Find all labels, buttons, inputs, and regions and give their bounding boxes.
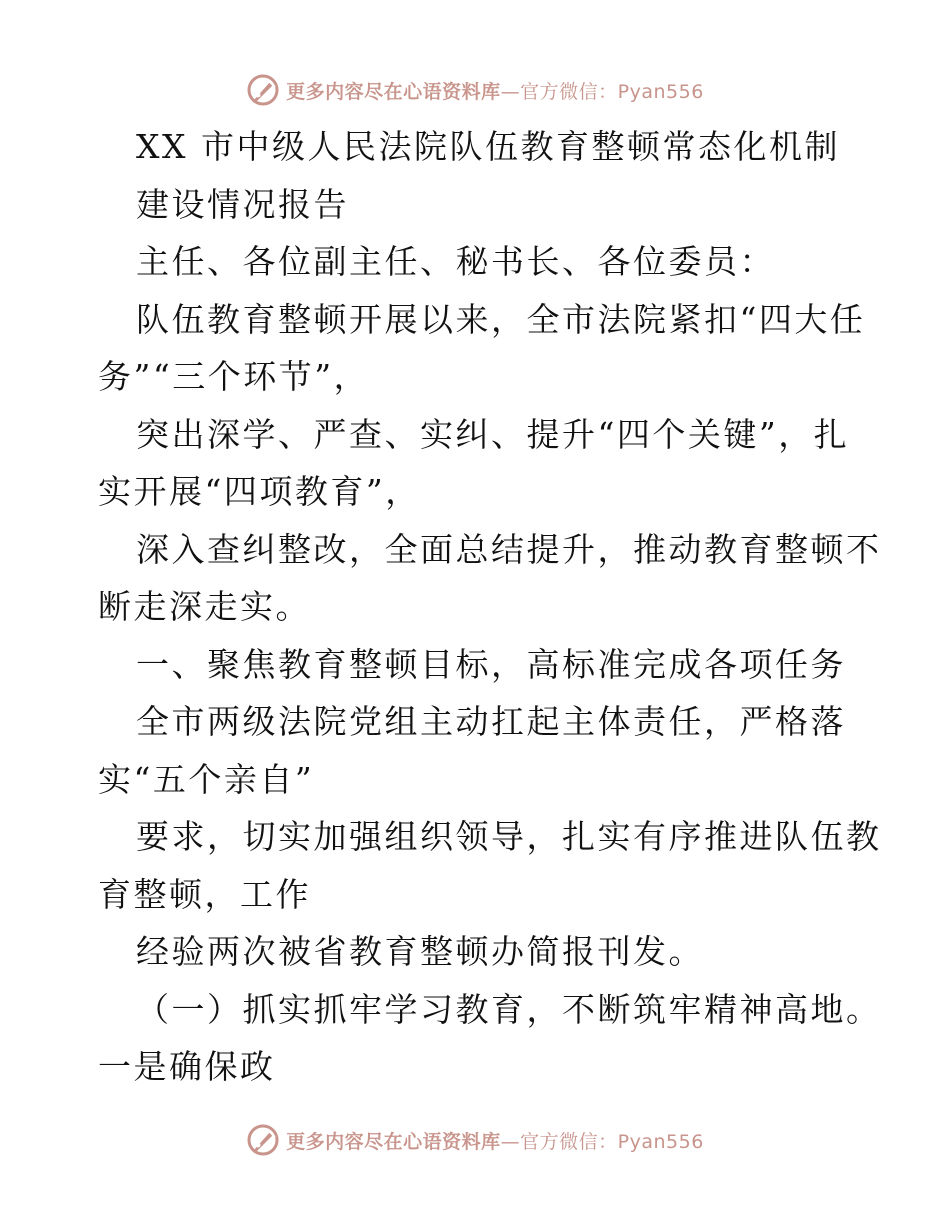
watermark-separator: —: [500, 80, 521, 103]
footer-watermark: [0, 1118, 950, 1162]
document-line: 要求，切实加强组织领导，扎实有序推进队伍教: [136, 817, 882, 856]
document-line: XX 市中级人民法院队伍教育整顿常态化机制: [136, 127, 840, 166]
watermark-text: [286, 77, 704, 104]
watermark-separator: —: [500, 1130, 521, 1153]
document-line: 育整顿，工作: [98, 874, 311, 914]
document-body: [98, 118, 882, 1096]
quill-pen-icon: [246, 1123, 280, 1157]
document-line: 实“五个亲自”: [98, 759, 315, 799]
quill-pen-icon: [246, 73, 280, 107]
header-watermark: [0, 68, 950, 112]
document-line: （一）抓实抓牢学习教育，不断筑牢精神高地。: [136, 989, 882, 1029]
document-line: 深入查纠整改，全面总结提升，推动教育整顿不: [136, 529, 882, 569]
document-line: 建设情况报告: [136, 184, 349, 224]
watermark-site-name: 更多内容尽在心语资料库: [286, 80, 501, 103]
document-line: 务”“三个环节”，: [98, 357, 370, 396]
watermark-text: [286, 1127, 704, 1154]
document-line: 一、聚焦教育整顿目标，高标准完成各项任务: [136, 644, 846, 684]
document-line: 一是确保政: [98, 1047, 276, 1086]
watermark-site-name: 更多内容尽在心语资料库: [286, 1130, 501, 1153]
watermark-wechat: 官方微信：Pyan556: [520, 80, 704, 103]
document-line: 断走深走实。: [98, 587, 311, 626]
watermark-wechat: 官方微信：Pyan556: [520, 1130, 704, 1153]
document-line: 实开展“四项教育”，: [98, 472, 421, 511]
document-line: 经验两次被省教育整顿办简报刊发。: [136, 932, 704, 971]
document-line: 突出深学、严查、实纠、提升“四个关键”，扎: [136, 414, 850, 454]
document-line: 全市两级法院党组主动扛起主体责任，严格落: [136, 702, 846, 741]
document-line: 队伍教育整顿开展以来，全市法院紧扣“四大任: [136, 299, 866, 339]
document-line: 主任、各位副主任、秘书长、各位委员：: [136, 242, 775, 281]
